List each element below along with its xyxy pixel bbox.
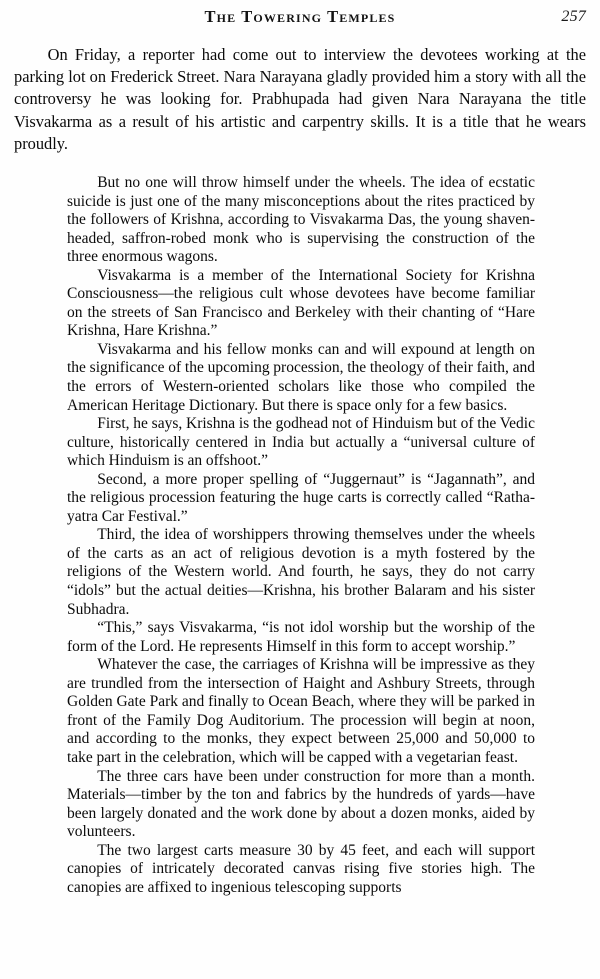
extract-paragraph: But no one will throw himself under the wheels. The idea of ecstatic suicide is just one of the many misconceptions about the rites practiced by the followers of Krishna, according to Visvakarma Das, the young shaven-headed, saffron-robed monk who is supervising the construction of the three enormous wagons. (67, 174, 535, 266)
extract-paragraph: Second, a more proper spelling of “Juggernaut” is “Jagannath”, and the religious procession featuring the huge carts is correctly called “Ratha-yatra Car Festival.” (67, 470, 535, 525)
extract-paragraph: “This,” says Visvakarma, “is not idol worship but the worship of the form of the Lord. He represents Himself in this form to accept worship.” (67, 619, 535, 655)
body-paragraph: On Friday, a reporter had come out to interview the devotees working at the parking lot on Frederick Street. Nara Narayana gladly provided him a story with all the controversy he was looking for. Prabhupada had given Nara Narayana the title Visvakarma as a result of his artistic and carpentry skills. It is a title that he wears proudly. (14, 45, 586, 153)
extract-paragraph: Visvakarma and his fellow monks can and will expound at length on the significance of the upcoming procession, the theology of their faith, and the errors of Western-oriented scholars like those who compiled the American Heritage Dictionary. But there is space only for a few basics. (67, 340, 535, 414)
running-head (14, 7, 586, 29)
extract-paragraph: First, he says, Krishna is the godhead not of Hinduism but of the Vedic culture, historically centered in India but actually a “universal culture of which Hinduism is an offshoot.” (67, 415, 535, 470)
main-text-column (14, 44, 586, 155)
extract-paragraph: Whatever the case, the carriages of Krishna will be impressive as they are trundled from the intersection of Haight and Ashbury Streets, through Golden Gate Park and finally to Ocean Beach, where they will be parked in front of the Family Dog Auditorium. The procession will begin at noon, and according to the monks, they expect between 25,000 and 50,000 to take part in the celebration, which will be capped with a vegetarian feast. (67, 656, 535, 766)
extract-paragraph: Third, the idea of worshippers throwing themselves under the wheels of the carts as an act of religious devotion is a myth fostered by the religions of the Western world. And fourth, he says, they do not carry “idols” but the actual deities—Krishna, his brother Balaram and his sister Subhadra. (67, 526, 535, 618)
quoted-extract-block (67, 174, 535, 897)
extract-paragraph: Visvakarma is a member of the International Society for Krishna Consciousness—the religious cult whose devotees have become familiar on the streets of San Francisco and Berkeley with their chanting of “Hare Krishna, Hare Krishna.” (67, 266, 535, 340)
extract-paragraph: The two largest carts measure 30 by 45 feet, and each will support canopies of intricately decorated canvas rising five stories high. The canopies are affixed to ingenious telescoping supports (67, 841, 535, 896)
page-number: 257 (561, 8, 586, 25)
page-title: The Towering Temples (204, 7, 396, 26)
extract-paragraph: The three cars have been under construction for more than a month. Materials—timber by the ton and fabrics by the hundreds of yards—have been largely donated and the work done by about a dozen monks, aided by volunteers. (67, 767, 535, 841)
